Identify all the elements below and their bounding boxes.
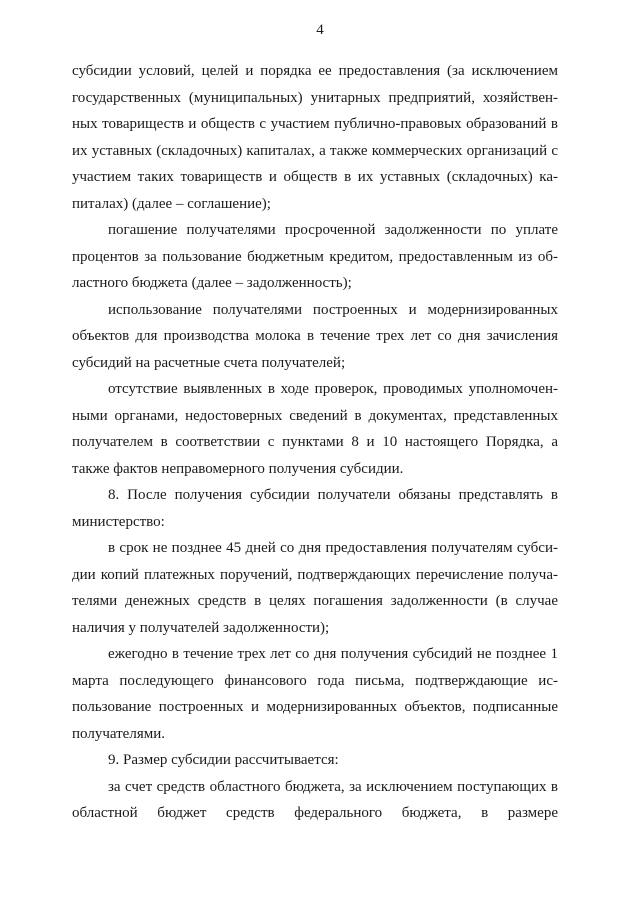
paragraph-3: использование получателями построенных и модернизированных объектов для производства молока в течение трех лет со дня зачисления субсидий на расчетные счета получателей; (72, 301, 558, 371)
paragraph-8: 9. Размер субсидии рассчитывается: (108, 752, 339, 768)
paragraph-1: субсидии условий, целей и порядка ее предоставления (за исключением государственных (муниципальных) унитарных предприятий, хозяйствен-ных товариществ и обществ с участием публично-правовых образований в их уставных (складочных) капиталах, а также коммерческих организаций с участием таких товариществ и обществ в их уставных (складочных) ка-питалах) (далее – соглашение); (72, 63, 558, 212)
paragraph-7: ежегодно в течение трех лет со дня получения субсидий не позднее 1 марта последующего финансового года письма, подтверждающие ис-пользование построенных и модернизированных объектов, подписанные получателями. (72, 646, 558, 742)
paragraph-4: отсутствие выявленных в ходе проверок, проводимых уполномочен-ными органами, недостоверных сведений в документах, представленных получателем в соответствии с пунктами 8 и 10 настоящего Порядка, а также фактов неправомерного получения субсидии. (72, 381, 558, 477)
paragraph-9: за счет средств областного бюджета, за исключением поступающих в областной бюджет средств федерального бюджета, в размере (72, 778, 558, 821)
document-body (72, 58, 558, 827)
paragraph-5: 8. После получения субсидии получатели обязаны представлять в министерство: (72, 487, 558, 530)
paragraph-6: в срок не позднее 45 дней со дня предоставления получателям субси-дии копий платежных поручений, подтверждающих перечисление получа-телями денежных средств в целях погашения задолженности (в случае наличия у получателей задолженности); (72, 540, 558, 636)
paragraph-2: погашение получателями просроченной задолженности по уплате процентов за пользование бюджетным кредитом, предоставленным из об-ластного бюджета (далее – задолженность); (72, 222, 558, 291)
page-number: 4 (316, 22, 324, 38)
